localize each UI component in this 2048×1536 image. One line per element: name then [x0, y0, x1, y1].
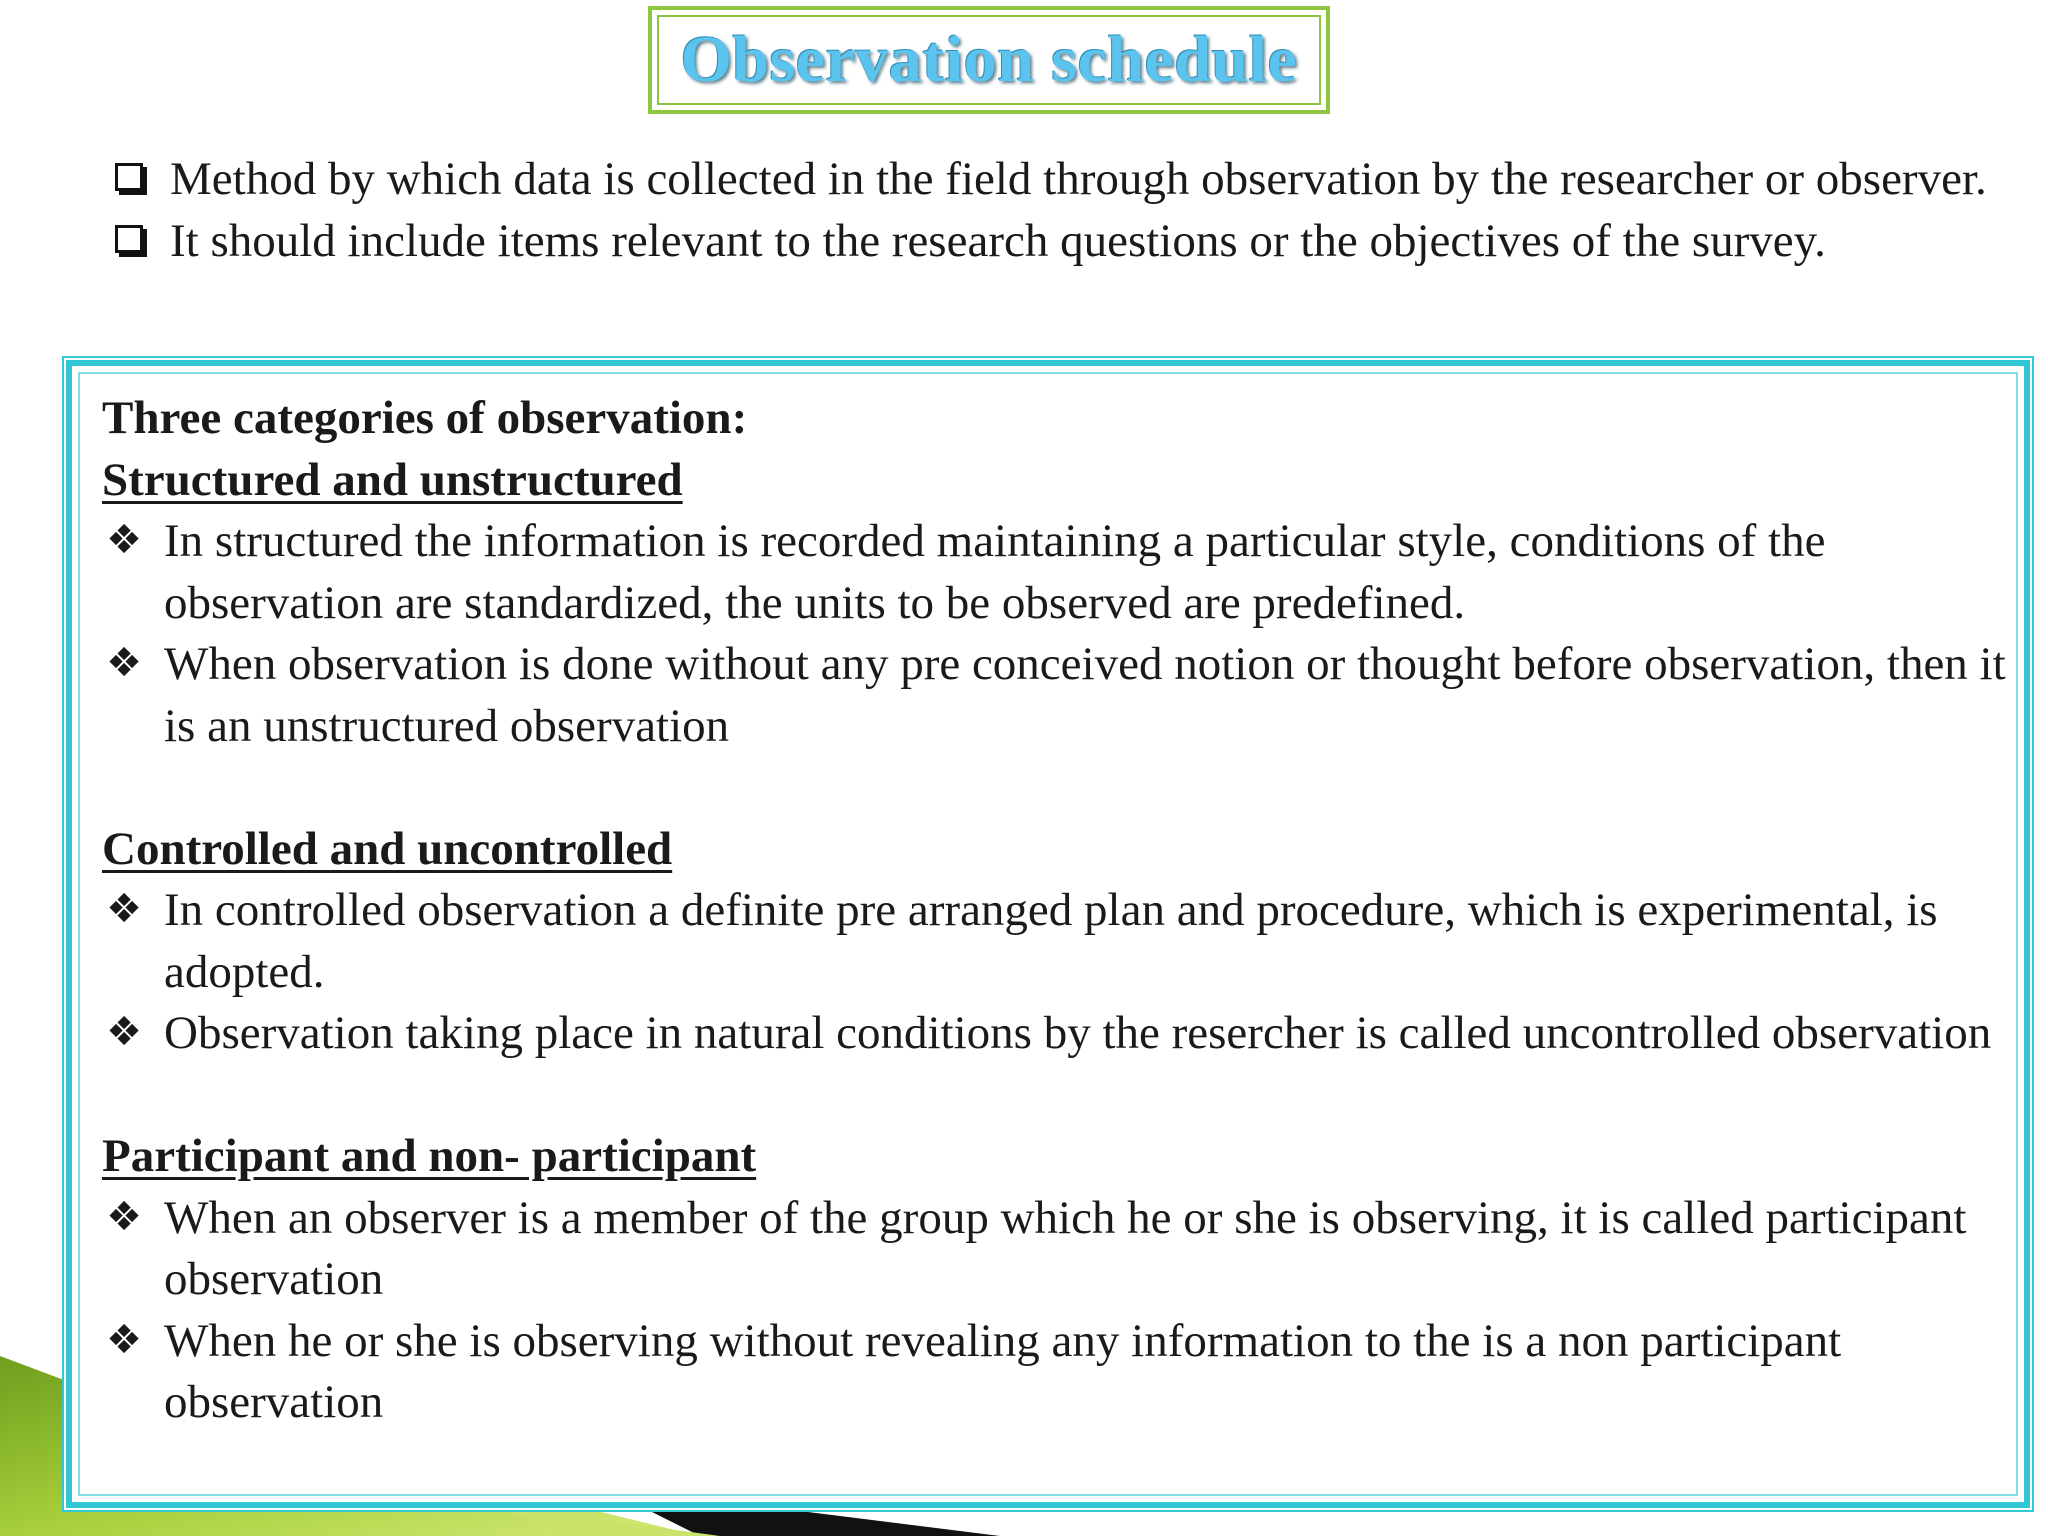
bullet-text: In controlled observation a definite pre arranged plan and procedure, which is experimental, is adopted. — [164, 884, 1938, 998]
bullet-text: When he or she is observing without revealing any information to the is a non participant observation — [164, 1314, 1842, 1428]
bullet-item — [102, 1311, 2016, 1434]
page-title: Observation schedule — [680, 23, 1298, 96]
intro-text: Method by which data is collected in the field through observation by the researcher or observer. — [170, 153, 1987, 205]
spacer — [102, 757, 2016, 819]
four-diamond-icon: ❖ — [106, 1316, 142, 1363]
bullet-item — [102, 1188, 2016, 1311]
square-checkbox-icon — [115, 225, 143, 253]
square-checkbox-icon — [115, 163, 143, 191]
section-title-controlled: Controlled and uncontrolled — [102, 822, 673, 875]
four-diamond-icon: ❖ — [106, 1009, 142, 1055]
four-diamond-icon: ❖ — [106, 517, 142, 563]
four-diamond-icon: ❖ — [106, 640, 142, 686]
bullet-text: When an observer is a member of the group which he or she is observing, it is called participant observation — [164, 1191, 1967, 1305]
bullet-text: In structured the information is recorded maintaining a particular style, conditions of the observation are standardized, the units to be observed are predefined. — [164, 515, 1826, 629]
four-diamond-icon: ❖ — [106, 886, 142, 932]
bullet-text: When observation is done without any pre conceived notion or thought before observation, then it is an unstructured observation — [164, 638, 2006, 752]
section-title-participant: Participant and non- participant — [102, 1130, 757, 1182]
spacer — [102, 1065, 2016, 1127]
bullet-item — [102, 511, 2016, 634]
bullet-item — [102, 1003, 2016, 1065]
bullet-item — [102, 880, 2016, 1003]
intro-text: It should include items relevant to the research questions or the objectives of the survey. — [170, 215, 1826, 267]
intro-list — [110, 148, 2010, 272]
bullet-text: Observation taking place in natural conditions by the resercher is called uncontrolled observation — [164, 1007, 1992, 1059]
bullet-item — [102, 634, 2016, 757]
content-heading: Three categories of observation: — [102, 392, 748, 444]
intro-item — [110, 210, 2010, 272]
title-box-inner — [657, 15, 1321, 105]
intro-item — [110, 148, 2010, 210]
section-title-structured: Structured and unstructured — [102, 453, 683, 506]
title-box — [648, 6, 1330, 114]
content-inner — [78, 372, 2018, 1496]
four-diamond-icon: ❖ — [106, 1193, 142, 1240]
content-box — [66, 360, 2030, 1508]
